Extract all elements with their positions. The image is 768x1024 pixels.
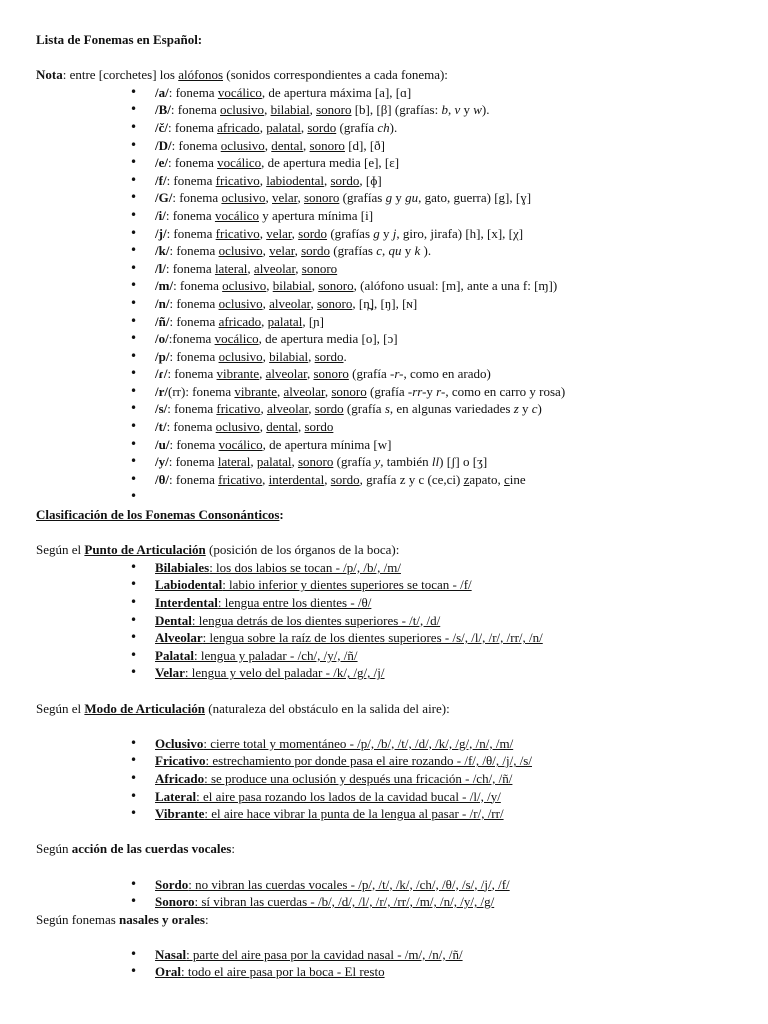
term-link[interactable]: fricativo (215, 225, 260, 241)
term-link[interactable]: alveolar (253, 260, 296, 276)
note-label: Nota (36, 67, 63, 83)
alofonos-link[interactable]: alófonos (178, 67, 224, 83)
term-link[interactable]: oclusivo (220, 102, 265, 118)
phoneme-y: • /y/: fonema lateral, palatal, sonoro (grafía y, también ll) [ʃ] o [ʒ] (36, 453, 748, 471)
term-link[interactable]: sordo (314, 401, 344, 417)
term-link[interactable]: africado (217, 119, 260, 135)
phoneme-r: • /ɾ/: fonema vibrante, alveolar, sonoro (grafía -r-, como en arado) (36, 365, 748, 383)
term-link[interactable]: palatal (266, 119, 301, 135)
phoneme-m: • /m/: fonema oclusivo, bilabial, sonoro, (alófono usual: [m], ante a una f: [ɱ]) (36, 277, 748, 295)
term-link[interactable]: vocálico (218, 436, 263, 452)
phoneme-b: • /B/: fonema oclusivo, bilabial, sonoro [b], [β] (grafías: b, v y w). (36, 101, 748, 119)
punto-list (36, 559, 748, 682)
cuerdas-item: • Sordo: no vibran las cuerdas vocales - /p/, /t/, /k/, /ch/, /θ/, /s/, /j/, /f/ (36, 876, 748, 894)
phoneme-e: • /e/: fonema vocálico, de apertura media [e], [ɛ] (36, 154, 748, 172)
nasales-heading: Según fonemas nasales y orales: (36, 911, 209, 927)
phoneme-u: • /u/: fonema vocálico, de apertura mínima [w] (36, 436, 748, 454)
term-link[interactable]: sordo (314, 348, 344, 364)
phoneme-j: • /j/: fonema fricativo, velar, sordo (grafías g y j, giro, jirafa) [h], [x], [χ] (36, 225, 748, 243)
term-link[interactable]: alveolar (265, 366, 307, 382)
term-link[interactable]: fricativo (216, 401, 261, 417)
term-link[interactable]: oclusivo (218, 295, 263, 311)
term-link[interactable]: sonoro (301, 260, 338, 276)
punto-item: • Alveolar: lengua sobre la raíz de los dientes superiores - /s/, /l/, /r/, /rr/, /n/ (36, 629, 748, 647)
term-link[interactable]: fricativo (215, 172, 260, 188)
term-link[interactable]: dental (266, 419, 298, 435)
term-link[interactable]: sordo (304, 419, 334, 435)
phoneme-th: • /θ/: fonema fricativo, interdental, sordo, grafía z y c (ce,ci) zapato, cine (36, 471, 748, 489)
term-link[interactable]: dental (271, 137, 304, 153)
phoneme-s: • /s/: fonema fricativo, alveolar, sordo (grafía s, en algunas variedades z y c) (36, 400, 748, 418)
phoneme-ny: • /ñ/: fonema africado, palatal, [ɲ] (36, 313, 748, 331)
term-link[interactable]: africado (218, 313, 262, 329)
term-link[interactable]: sonoro (297, 454, 334, 470)
term-link[interactable]: sonoro (331, 383, 367, 399)
term-link[interactable]: interdental (268, 471, 325, 487)
classification-heading: Clasificación de los Fonemas Consonánticos: (36, 507, 284, 523)
phoneme-l: • /l/: fonema lateral, alveolar, sonoro (36, 260, 748, 278)
punto-heading: Según el Punto de Articulación (posición de los órganos de la boca): (36, 542, 400, 558)
modo-item: • Fricativo: estrechamiento por donde pasa el aire rozando - /f/, /θ/, /j/, /s/ (36, 752, 748, 770)
term-link[interactable]: alveolar (266, 401, 309, 417)
nasales-item: • Nasal: parte del aire pasa por la cavidad nasal - /m/, /n/, /ñ/ (36, 946, 748, 964)
term-link[interactable]: bilabial (269, 348, 309, 364)
term-link[interactable]: vocálico (214, 207, 259, 223)
modo-link[interactable]: Modo de Articulación (84, 700, 205, 716)
term-link[interactable]: sordo (307, 119, 337, 135)
phoneme-a: • /a/: fonema vocálico, de apertura máxima [a], [ɑ] (36, 84, 748, 102)
term-link[interactable]: vibrante (216, 366, 260, 382)
phoneme-p: • /p/: fonema oclusivo, bilabial, sordo. (36, 348, 748, 366)
phoneme-o: • /o/:fonema vocálico, de apertura media [o], [ɔ] (36, 330, 748, 348)
term-link[interactable]: fricativo (218, 471, 263, 487)
term-link[interactable]: velar (272, 190, 298, 206)
cuerdas-heading: Según acción de las cuerdas vocales: (36, 841, 235, 857)
term-link[interactable]: sonoro (313, 366, 349, 382)
phoneme-d: • /D/: fonema oclusivo, dental, sonoro [d], [ð] (36, 137, 748, 155)
empty-list-item (36, 488, 748, 506)
term-link[interactable]: bilabial (272, 278, 312, 294)
term-link[interactable]: alveolar (283, 383, 325, 399)
modo-item: • Africado: se produce una oclusión y después una fricación - /ch/, /ñ/ (36, 770, 748, 788)
phoneme-i: • /i/: fonema vocálico y apertura mínima [i] (36, 207, 748, 225)
phoneme-n: • /n/: fonema oclusivo, alveolar, sonoro, [n̪], [ŋ], [ɴ] (36, 295, 748, 313)
cuerdas-item: • Sonoro: sí vibran las cuerdas - /b/, /d/, /l/, /r/, /rr/, /m/, /n/, /y/, /g/ (36, 893, 748, 911)
term-link[interactable]: oclusivo (222, 278, 267, 294)
modo-item: • Vibrante: el aire hace vibrar la punta de la lengua al pasar - /r/, /rr/ (36, 805, 748, 823)
punto-item: • Labiodental: labio inferior y dientes superiores se tocan - /f/ (36, 576, 748, 594)
phoneme-list (36, 84, 748, 506)
term-link[interactable]: vocálico (217, 84, 262, 100)
term-link[interactable]: vibrante (234, 383, 278, 399)
phoneme-ch: • /č/: fonema africado, palatal, sordo (grafía ch). (36, 119, 748, 137)
term-link[interactable]: sonoro (316, 295, 353, 311)
modo-heading: Según el Modo de Articulación (naturaleza del obstáculo en la salida del aire): (36, 700, 450, 716)
phoneme-f: • /f/: fonema fricativo, labiodental, sordo, [ɸ] (36, 172, 748, 190)
document-page (36, 31, 748, 981)
nasales-list (36, 946, 748, 981)
punto-item: • Bilabiales: los dos labios se tocan - /p/, /b/, /m/ (36, 559, 748, 577)
term-link[interactable]: palatal (267, 313, 303, 329)
grapheme-underline: c (504, 471, 510, 487)
modo-item: • Lateral: el aire pasa rozando los lados de la cavidad bucal - /l/, /y/ (36, 788, 748, 806)
term-link[interactable]: bilabial (270, 102, 310, 118)
document-title: Lista de Fonemas en Español: (36, 32, 203, 47)
term-link[interactable]: velar (266, 225, 292, 241)
term-link[interactable]: sonoro (318, 278, 354, 294)
term-link[interactable]: sonoro (303, 190, 340, 206)
phoneme-k: • /k/: fonema oclusivo, velar, sordo (grafías c, qu y k ). (36, 242, 748, 260)
punto-item: • Palatal: lengua y paladar - /ch/, /y/, /ñ/ (36, 647, 748, 665)
phoneme-rr: • /r/(rr): fonema vibrante, alveolar, sonoro (grafía -rr-y r-, como en carro y rosa) (36, 383, 748, 401)
nasales-item: • Oral: todo el aire pasa por la boca - El resto (36, 963, 748, 981)
term-link[interactable]: velar (269, 243, 295, 259)
term-link[interactable]: vocálico (217, 155, 262, 171)
term-link[interactable]: oclusivo (215, 419, 260, 435)
phoneme-g: • /G/: fonema oclusivo, velar, sonoro (grafías g y gu, gato, guerra) [g], [ɣ] (36, 189, 748, 207)
punto-item: • Dental: lengua detrás de los dientes superiores - /t/, /d/ (36, 612, 748, 630)
modo-list (36, 735, 748, 823)
modo-item: • Oclusivo: cierre total y momentáneo - /p/, /b/, /t/, /d/, /k/, /g/, /n/, /m/ (36, 735, 748, 753)
term-link[interactable]: oclusivo (218, 348, 263, 364)
cuerdas-list (36, 876, 748, 911)
term-link[interactable]: oclusivo (218, 243, 263, 259)
phoneme-t: • /t/: fonema oclusivo, dental, sordo (36, 418, 748, 436)
term-link[interactable]: sordo (298, 225, 328, 241)
term-link[interactable]: vocálico (214, 331, 259, 347)
term-link[interactable]: sonoro (316, 102, 352, 118)
term-link[interactable]: sordo (330, 471, 360, 487)
term-link[interactable]: lateral (214, 260, 248, 276)
term-link[interactable]: lateral (217, 454, 251, 470)
term-link[interactable]: sonoro (309, 137, 345, 153)
term-link[interactable]: sordo (330, 172, 360, 188)
term-link[interactable]: palatal (256, 454, 292, 470)
term-link[interactable]: alveolar (269, 295, 311, 311)
term-link[interactable]: labiodental (266, 172, 324, 188)
term-link[interactable]: oclusivo (221, 190, 266, 206)
grapheme-underline: z (463, 471, 470, 487)
punto-item: • Velar: lengua y velo del paladar - /k/, /g/, /j/ (36, 664, 748, 682)
punto-link[interactable]: Punto de Articulación (84, 542, 206, 558)
note-paragraph: Nota: entre [corchetes] los alófonos (sonidos correspondientes a cada fonema): (36, 67, 448, 83)
punto-item: • Interdental: lengua entre los dientes - /θ/ (36, 594, 748, 612)
term-link[interactable]: sordo (301, 243, 330, 259)
term-link[interactable]: oclusivo (220, 137, 265, 153)
